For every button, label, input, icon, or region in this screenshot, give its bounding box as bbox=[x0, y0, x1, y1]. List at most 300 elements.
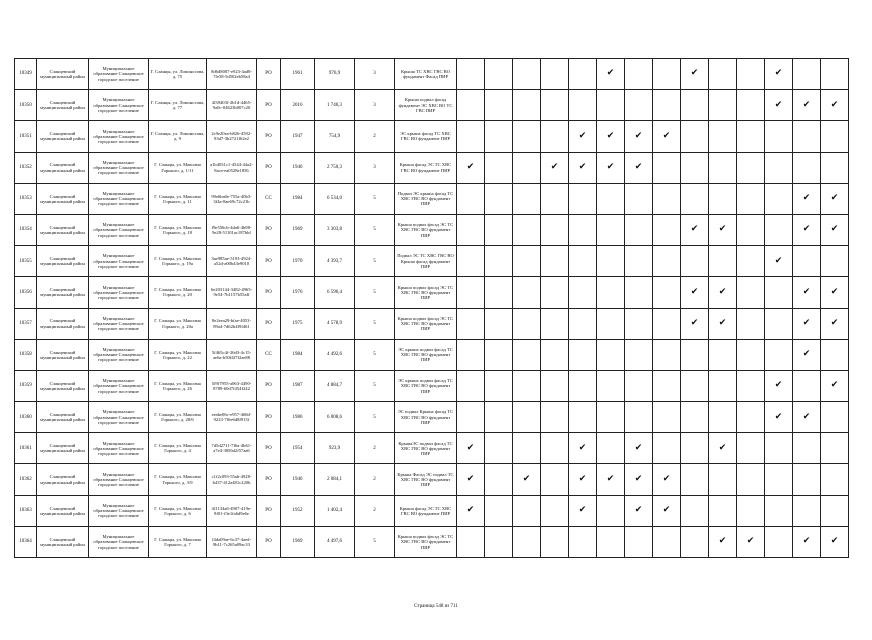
work-check-cell bbox=[625, 121, 653, 152]
work-check-cell bbox=[821, 59, 849, 90]
work-check-cell bbox=[737, 90, 765, 121]
work-check-cell bbox=[541, 433, 569, 464]
work-check-cell bbox=[709, 339, 737, 370]
municipality-cell: Муниципальное образование Сланцевское городское поселение bbox=[89, 121, 149, 152]
work-check-cell bbox=[541, 246, 569, 277]
works-list-cell: Крыша подвал фасад фундамент ЭС ХВС ВО ТС ГВС ПИР bbox=[395, 90, 457, 121]
work-check-cell bbox=[597, 433, 625, 464]
municipality-cell: Муниципальное образование Сланцевское городское поселение bbox=[89, 339, 149, 370]
check-mark-icon: ✔ bbox=[830, 99, 839, 110]
work-check-cell bbox=[793, 246, 821, 277]
housing-register-table bbox=[14, 58, 849, 558]
area-cell: 923,9 bbox=[315, 433, 355, 464]
work-check-cell bbox=[681, 59, 709, 90]
check-mark-icon: ✔ bbox=[802, 99, 811, 110]
work-check-cell bbox=[485, 495, 513, 526]
work-check-cell bbox=[597, 277, 625, 308]
work-check-cell bbox=[681, 464, 709, 495]
check-mark-icon: ✔ bbox=[802, 536, 811, 547]
work-check-cell bbox=[709, 214, 737, 245]
check-mark-icon: ✔ bbox=[606, 473, 615, 484]
work-check-cell bbox=[541, 152, 569, 183]
municipality-cell: Муниципальное образование Сланцевское городское поселение bbox=[89, 433, 149, 464]
floors-cell: 3 bbox=[355, 152, 395, 183]
work-check-cell bbox=[765, 246, 793, 277]
year-cell: 1969 bbox=[281, 526, 315, 557]
works-list-cell: Подвал ЭС крыша фасад ТС ХВС ГВС ВО фундамент ПИР bbox=[395, 183, 457, 214]
work-check-cell bbox=[653, 246, 681, 277]
work-check-cell bbox=[485, 308, 513, 339]
work-check-cell bbox=[821, 246, 849, 277]
work-check-cell bbox=[765, 59, 793, 90]
area-cell: 4 884,7 bbox=[315, 370, 355, 401]
work-check-cell bbox=[653, 308, 681, 339]
check-mark-icon: ✔ bbox=[718, 224, 727, 235]
work-check-cell bbox=[653, 526, 681, 557]
area-cell: 976,9 bbox=[315, 59, 355, 90]
municipality-cell: Муниципальное образование Сланцевское городское поселение bbox=[89, 526, 149, 557]
check-mark-icon: ✔ bbox=[606, 162, 615, 173]
work-check-cell bbox=[569, 339, 597, 370]
year-cell: 1970 bbox=[281, 246, 315, 277]
row-id: 10355 bbox=[15, 246, 37, 277]
works-list-cell: КрышаЭС подвал фасад ТС ХВС ГВС ВО фундамент ПИР bbox=[395, 433, 457, 464]
ownership-form-cell: РО bbox=[257, 433, 281, 464]
check-mark-icon: ✔ bbox=[606, 130, 615, 141]
work-check-cell bbox=[653, 464, 681, 495]
works-list-cell: Крыша подвал фасад ЭС ТС ХВС ГВС ВО фундамент ПИР bbox=[395, 277, 457, 308]
work-check-cell bbox=[653, 214, 681, 245]
works-list-cell: Крыша подвал фасад ЭС ТС ХВС ГВС ВО фундамент ПИР bbox=[395, 214, 457, 245]
work-check-cell bbox=[625, 339, 653, 370]
area-cell: 6 596,4 bbox=[315, 277, 355, 308]
work-check-cell bbox=[737, 214, 765, 245]
work-check-cell bbox=[569, 121, 597, 152]
table-row bbox=[15, 90, 849, 121]
municipality-cell: Муниципальное образование Сланцевское городское поселение bbox=[89, 90, 149, 121]
area-cell: 2 750,3 bbox=[315, 152, 355, 183]
district-cell: Сланцевский муниципальный район bbox=[37, 339, 89, 370]
check-mark-icon: ✔ bbox=[466, 162, 475, 173]
row-id: 10360 bbox=[15, 402, 37, 433]
work-check-cell bbox=[709, 152, 737, 183]
check-mark-icon: ✔ bbox=[606, 68, 615, 79]
district-cell: Сланцевский муниципальный район bbox=[37, 464, 89, 495]
address-cell: Г. Сланцы, ул. Максима Горького, д. 19а bbox=[149, 246, 207, 277]
ownership-form-cell: РО bbox=[257, 277, 281, 308]
work-check-cell bbox=[653, 495, 681, 526]
municipality-cell: Муниципальное образование Сланцевское городское поселение bbox=[89, 464, 149, 495]
work-check-cell bbox=[541, 90, 569, 121]
check-mark-icon: ✔ bbox=[802, 317, 811, 328]
work-check-cell bbox=[513, 246, 541, 277]
area-cell: 4 492,6 bbox=[315, 339, 355, 370]
work-check-cell bbox=[541, 214, 569, 245]
year-cell: 1976 bbox=[281, 277, 315, 308]
district-cell: Сланцевский муниципальный район bbox=[37, 433, 89, 464]
guid-cell: 4f1134a6-4907-419e-9f01-f3e1fa6d9e6e bbox=[207, 495, 257, 526]
check-mark-icon: ✔ bbox=[774, 255, 783, 266]
address-cell: Г. Сланцы, ул. Максима Горького, д. 1/11 bbox=[149, 152, 207, 183]
address-cell: Г. Сланцы, ул. Максима Горького, д. 28/6 bbox=[149, 402, 207, 433]
floors-cell: 2 bbox=[355, 495, 395, 526]
work-check-cell bbox=[793, 277, 821, 308]
district-cell: Сланцевский муниципальный район bbox=[37, 370, 89, 401]
guid-cell: 3ae985ae-5193-4924-a52d-a00b43e9010 bbox=[207, 246, 257, 277]
guid-cell: 6e203144-3482-4965-9e54-7b1157b55aff bbox=[207, 277, 257, 308]
work-check-cell bbox=[457, 90, 485, 121]
year-cell: 1952 bbox=[281, 495, 315, 526]
row-id: 10359 bbox=[15, 370, 37, 401]
floors-cell: 2 bbox=[355, 121, 395, 152]
address-cell: Г. Сланцы, ул. Максима Горького, д. 20а bbox=[149, 308, 207, 339]
check-mark-icon: ✔ bbox=[802, 411, 811, 422]
work-check-cell bbox=[681, 90, 709, 121]
work-check-cell bbox=[485, 152, 513, 183]
work-check-cell bbox=[821, 277, 849, 308]
work-check-cell bbox=[569, 246, 597, 277]
guid-cell: 8d6d8007-e923-4ad8-7fe58-5d502eb58a4 bbox=[207, 59, 257, 90]
work-check-cell bbox=[793, 121, 821, 152]
work-check-cell bbox=[765, 214, 793, 245]
work-check-cell bbox=[737, 183, 765, 214]
check-mark-icon: ✔ bbox=[466, 473, 475, 484]
work-check-cell bbox=[485, 526, 513, 557]
work-check-cell bbox=[485, 183, 513, 214]
guid-cell: 5f465c4f-26d3-4c15-ae6a-b50f4f7f2ae88 bbox=[207, 339, 257, 370]
work-check-cell bbox=[569, 526, 597, 557]
works-list-cell: ЭС подвал Крыша фасад ТС ХВС ГВС ВО фундамент ПИР bbox=[395, 402, 457, 433]
work-check-cell bbox=[569, 464, 597, 495]
work-check-cell bbox=[765, 464, 793, 495]
check-mark-icon: ✔ bbox=[690, 68, 699, 79]
work-check-cell bbox=[569, 59, 597, 90]
work-check-cell bbox=[793, 152, 821, 183]
table-body bbox=[15, 59, 849, 558]
work-check-cell bbox=[569, 433, 597, 464]
work-check-cell bbox=[765, 339, 793, 370]
area-cell: 6 534,0 bbox=[315, 183, 355, 214]
check-mark-icon: ✔ bbox=[802, 286, 811, 297]
floors-cell: 5 bbox=[355, 339, 395, 370]
check-mark-icon: ✔ bbox=[662, 473, 671, 484]
ownership-form-cell: РО bbox=[257, 370, 281, 401]
check-mark-icon: ✔ bbox=[830, 224, 839, 235]
district-cell: Сланцевский муниципальный район bbox=[37, 183, 89, 214]
work-check-cell bbox=[597, 152, 625, 183]
work-check-cell bbox=[653, 59, 681, 90]
municipality-cell: Муниципальное образование Сланцевское городское поселение bbox=[89, 370, 149, 401]
check-mark-icon: ✔ bbox=[578, 130, 587, 141]
work-check-cell bbox=[793, 370, 821, 401]
work-check-cell bbox=[513, 121, 541, 152]
work-check-cell bbox=[457, 339, 485, 370]
district-cell: Сланцевский муниципальный район bbox=[37, 152, 89, 183]
guid-cell: c1f2c093-55ab-4928-b437-412a481c220b bbox=[207, 464, 257, 495]
work-check-cell bbox=[681, 277, 709, 308]
address-cell: Г. Сланцы, ул. Максима Горького, д. 11 bbox=[149, 183, 207, 214]
work-check-cell bbox=[709, 90, 737, 121]
work-check-cell bbox=[541, 183, 569, 214]
work-check-cell bbox=[513, 214, 541, 245]
row-id: 10357 bbox=[15, 308, 37, 339]
ownership-form-cell: РО bbox=[257, 402, 281, 433]
work-check-cell bbox=[569, 402, 597, 433]
work-check-cell bbox=[625, 277, 653, 308]
address-cell: Г. Сланцы, ул. Максима Горького, д. 20 bbox=[149, 277, 207, 308]
work-check-cell bbox=[737, 433, 765, 464]
work-check-cell bbox=[541, 121, 569, 152]
work-check-cell bbox=[765, 183, 793, 214]
table-row bbox=[15, 464, 849, 495]
work-check-cell bbox=[485, 121, 513, 152]
check-mark-icon: ✔ bbox=[466, 505, 475, 516]
work-check-cell bbox=[513, 526, 541, 557]
work-check-cell bbox=[625, 464, 653, 495]
work-check-cell bbox=[821, 121, 849, 152]
work-check-cell bbox=[457, 526, 485, 557]
work-check-cell bbox=[569, 90, 597, 121]
work-check-cell bbox=[681, 526, 709, 557]
work-check-cell bbox=[765, 152, 793, 183]
work-check-cell bbox=[625, 246, 653, 277]
work-check-cell bbox=[709, 526, 737, 557]
address-cell: Г. Сланцы, ул. Максима Горького, д. 26 bbox=[149, 370, 207, 401]
work-check-cell bbox=[541, 402, 569, 433]
work-check-cell bbox=[485, 370, 513, 401]
work-check-cell bbox=[485, 339, 513, 370]
work-check-cell bbox=[793, 464, 821, 495]
check-mark-icon: ✔ bbox=[746, 536, 755, 547]
floors-cell: 5 bbox=[355, 214, 395, 245]
check-mark-icon: ✔ bbox=[718, 286, 727, 297]
work-check-cell bbox=[597, 464, 625, 495]
check-mark-icon: ✔ bbox=[634, 130, 643, 141]
work-check-cell bbox=[765, 402, 793, 433]
work-check-cell bbox=[541, 495, 569, 526]
work-check-cell bbox=[793, 433, 821, 464]
work-check-cell bbox=[765, 308, 793, 339]
ownership-form-cell: РО bbox=[257, 308, 281, 339]
works-list-cell: Крыша ТС ХВС ГВС ВО фундамент Фасад ПИР bbox=[395, 59, 457, 90]
work-check-cell bbox=[457, 433, 485, 464]
work-check-cell bbox=[597, 495, 625, 526]
work-check-cell bbox=[765, 121, 793, 152]
work-check-cell bbox=[793, 90, 821, 121]
district-cell: Сланцевский муниципальный район bbox=[37, 308, 89, 339]
table-row bbox=[15, 308, 849, 339]
work-check-cell bbox=[765, 370, 793, 401]
work-check-cell bbox=[569, 183, 597, 214]
work-check-cell bbox=[709, 464, 737, 495]
page-footer: Страница 548 из 711 bbox=[414, 604, 458, 609]
work-check-cell bbox=[765, 90, 793, 121]
work-check-cell bbox=[709, 402, 737, 433]
work-check-cell bbox=[737, 526, 765, 557]
work-check-cell bbox=[597, 339, 625, 370]
works-list-cell: Крыша Фасад ЭС подвал ТС ХВС ГВС ВО фундамент ПИР bbox=[395, 464, 457, 495]
work-check-cell bbox=[569, 308, 597, 339]
work-check-cell bbox=[793, 308, 821, 339]
work-check-cell bbox=[457, 121, 485, 152]
work-check-cell bbox=[821, 214, 849, 245]
row-id: 10349 bbox=[15, 59, 37, 90]
check-mark-icon: ✔ bbox=[718, 317, 727, 328]
work-check-cell bbox=[737, 370, 765, 401]
work-check-cell bbox=[485, 59, 513, 90]
guid-cell: eeabe06c-e957-468d-9223-7f6e6d8f915f bbox=[207, 402, 257, 433]
ownership-form-cell: РО bbox=[257, 121, 281, 152]
check-mark-icon: ✔ bbox=[578, 442, 587, 453]
year-cell: 1946 bbox=[281, 152, 315, 183]
table-row bbox=[15, 59, 849, 90]
check-mark-icon: ✔ bbox=[522, 473, 531, 484]
check-mark-icon: ✔ bbox=[690, 286, 699, 297]
district-cell: Сланцевский муниципальный район bbox=[37, 121, 89, 152]
work-check-cell bbox=[541, 339, 569, 370]
municipality-cell: Муниципальное образование Сланцевское городское поселение bbox=[89, 152, 149, 183]
address-cell: Г. Сланцы, ул. Максима Горького, д. 3/9 bbox=[149, 464, 207, 495]
ownership-form-cell: РО bbox=[257, 246, 281, 277]
work-check-cell bbox=[513, 433, 541, 464]
work-check-cell bbox=[457, 402, 485, 433]
year-cell: 1946 bbox=[281, 464, 315, 495]
work-check-cell bbox=[709, 370, 737, 401]
district-cell: Сланцевский муниципальный район bbox=[37, 59, 89, 90]
work-check-cell bbox=[541, 308, 569, 339]
district-cell: Сланцевский муниципальный район bbox=[37, 526, 89, 557]
works-list-cell: ЭС крыша подвал фасад ТС ХВС ГВС ВО фундамент ПИР bbox=[395, 339, 457, 370]
work-check-cell bbox=[541, 59, 569, 90]
table-row bbox=[15, 214, 849, 245]
area-cell: 4 578,9 bbox=[315, 308, 355, 339]
work-check-cell bbox=[625, 370, 653, 401]
work-check-cell bbox=[597, 90, 625, 121]
table-row bbox=[15, 526, 849, 557]
work-check-cell bbox=[457, 246, 485, 277]
works-list-cell: ЭС крыша подвал фасад ТС ХВС ГВС ВО фундамент ПИР bbox=[395, 370, 457, 401]
ownership-form-cell: СС bbox=[257, 183, 281, 214]
ownership-form-cell: РО bbox=[257, 495, 281, 526]
table-row bbox=[15, 402, 849, 433]
guid-cell: f4da09ae-6c37-4aed-9b11-7c265a09ac33 bbox=[207, 526, 257, 557]
work-check-cell bbox=[709, 246, 737, 277]
work-check-cell bbox=[457, 152, 485, 183]
work-check-cell bbox=[513, 495, 541, 526]
work-check-cell bbox=[513, 402, 541, 433]
ownership-form-cell: РО bbox=[257, 464, 281, 495]
year-cell: 1984 bbox=[281, 183, 315, 214]
year-cell: 1975 bbox=[281, 308, 315, 339]
work-check-cell bbox=[821, 464, 849, 495]
check-mark-icon: ✔ bbox=[578, 473, 587, 484]
work-check-cell bbox=[485, 214, 513, 245]
table-row bbox=[15, 246, 849, 277]
work-check-cell bbox=[513, 59, 541, 90]
municipality-cell: Муниципальное образование Сланцевское городское поселение bbox=[89, 277, 149, 308]
work-check-cell bbox=[737, 495, 765, 526]
work-check-cell bbox=[681, 152, 709, 183]
work-check-cell bbox=[485, 464, 513, 495]
district-cell: Сланцевский муниципальный район bbox=[37, 495, 89, 526]
work-check-cell bbox=[541, 464, 569, 495]
year-cell: 1961 bbox=[281, 59, 315, 90]
floors-cell: 3 bbox=[355, 90, 395, 121]
district-cell: Сланцевский муниципальный район bbox=[37, 402, 89, 433]
work-check-cell bbox=[513, 152, 541, 183]
ownership-form-cell: РО bbox=[257, 526, 281, 557]
work-check-cell bbox=[597, 214, 625, 245]
work-check-cell bbox=[681, 495, 709, 526]
check-mark-icon: ✔ bbox=[802, 349, 811, 360]
municipality-cell: Муниципальное образование Сланцевское городское поселение bbox=[89, 402, 149, 433]
work-check-cell bbox=[737, 59, 765, 90]
works-list-cell: Крыша фасад ЭС ТС ХВС ГВС ВО фундамент ПИР bbox=[395, 495, 457, 526]
work-check-cell bbox=[457, 464, 485, 495]
work-check-cell bbox=[597, 308, 625, 339]
work-check-cell bbox=[625, 214, 653, 245]
work-check-cell bbox=[625, 152, 653, 183]
check-mark-icon: ✔ bbox=[690, 317, 699, 328]
row-id: 10354 bbox=[15, 214, 37, 245]
work-check-cell bbox=[485, 90, 513, 121]
work-check-cell bbox=[457, 495, 485, 526]
works-list-cell: Подвал ЭС ТС ХВС ГВС ВО Крыша фасад фундамент ПИР bbox=[395, 246, 457, 277]
check-mark-icon: ✔ bbox=[830, 286, 839, 297]
row-id: 10362 bbox=[15, 464, 37, 495]
work-check-cell bbox=[569, 370, 597, 401]
work-check-cell bbox=[793, 183, 821, 214]
area-cell: 6 008,6 bbox=[315, 402, 355, 433]
work-check-cell bbox=[737, 121, 765, 152]
check-mark-icon: ✔ bbox=[466, 442, 475, 453]
work-check-cell bbox=[625, 183, 653, 214]
work-check-cell bbox=[541, 370, 569, 401]
row-id: 10350 bbox=[15, 90, 37, 121]
work-check-cell bbox=[653, 339, 681, 370]
work-check-cell bbox=[625, 402, 653, 433]
table-row bbox=[15, 121, 849, 152]
row-id: 10364 bbox=[15, 526, 37, 557]
table-row bbox=[15, 183, 849, 214]
table-row bbox=[15, 339, 849, 370]
work-check-cell bbox=[737, 339, 765, 370]
work-check-cell bbox=[597, 370, 625, 401]
work-check-cell bbox=[765, 495, 793, 526]
year-cell: 1947 bbox=[281, 121, 315, 152]
municipality-cell: Муниципальное образование Сланцевское городское поселение bbox=[89, 59, 149, 90]
address-cell: Г. Сланцы, ул. Максима Горького, д. 4 bbox=[149, 433, 207, 464]
floors-cell: 2 bbox=[355, 464, 395, 495]
table-row bbox=[15, 370, 849, 401]
floors-cell: 3 bbox=[355, 59, 395, 90]
work-check-cell bbox=[821, 526, 849, 557]
address-cell: Г. Сланцы, ул. Максима Горького, д. 6 bbox=[149, 495, 207, 526]
guid-cell: 99e6ba0e-755a-40b3-3f4a-8ae69c72c21b bbox=[207, 183, 257, 214]
area-cell: 1 746,3 bbox=[315, 90, 355, 121]
work-check-cell bbox=[793, 214, 821, 245]
work-check-cell bbox=[653, 402, 681, 433]
work-check-cell bbox=[541, 526, 569, 557]
floors-cell: 5 bbox=[355, 308, 395, 339]
work-check-cell bbox=[625, 90, 653, 121]
check-mark-icon: ✔ bbox=[774, 411, 783, 422]
table-row bbox=[15, 152, 849, 183]
table-row bbox=[15, 433, 849, 464]
check-mark-icon: ✔ bbox=[774, 68, 783, 79]
ownership-form-cell: СС bbox=[257, 339, 281, 370]
check-mark-icon: ✔ bbox=[690, 224, 699, 235]
